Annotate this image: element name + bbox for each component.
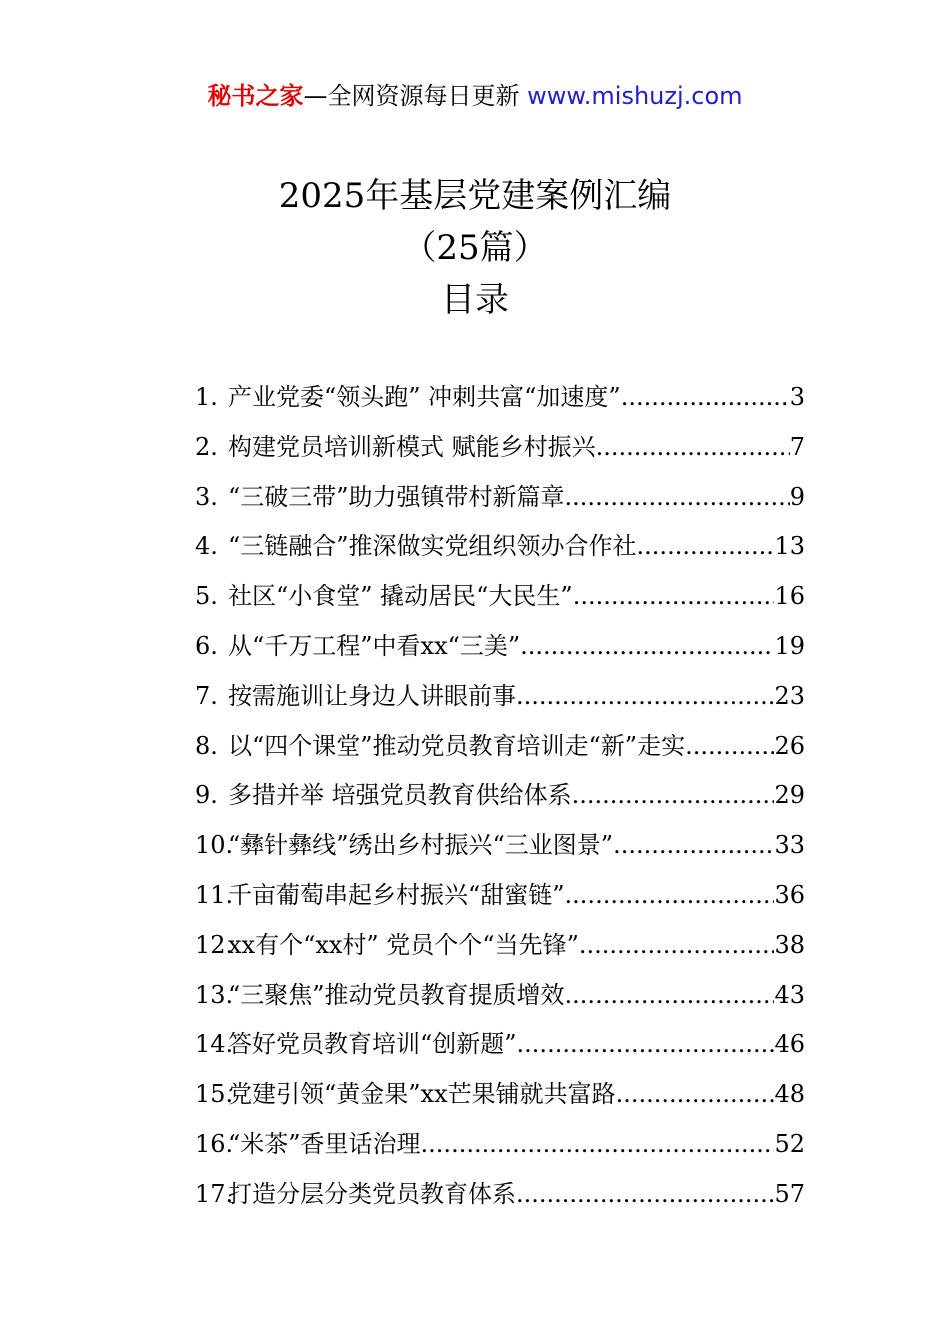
toc-entry-title: 从“千万工程”中看xx“三美” <box>228 631 521 660</box>
toc-entry[interactable] <box>195 722 805 772</box>
toc-entry-page: 7 <box>789 432 805 461</box>
toc-leader-dots <box>685 722 774 772</box>
toc-entry-page: 26 <box>774 731 805 760</box>
toc-entry-title: “米茶”香里话治理 <box>228 1129 421 1158</box>
toc-leader-dots <box>637 522 775 572</box>
toc-entry-number: 16. <box>195 1129 234 1158</box>
brand-name: 秘书之家 <box>207 82 304 110</box>
site-url-link[interactable]: www.mishuzj.com <box>527 82 743 110</box>
toc-leader-dots <box>579 921 775 971</box>
toc-entry[interactable] <box>195 971 805 1021</box>
toc-entry-page: 38 <box>774 930 805 959</box>
toc-entry-title: 构建党员培训新模式 赋能乡村振兴 <box>228 432 596 461</box>
toc-entry-title: 打造分层分类党员教育体系 <box>228 1179 516 1208</box>
document-subtitle: （25篇） <box>402 228 548 268</box>
toc-entry[interactable] <box>195 771 805 821</box>
toc-entry-number: 13. <box>195 980 234 1009</box>
toc-entry-number: 10. <box>195 831 234 860</box>
toc-leader-dots <box>565 473 790 523</box>
table-of-contents <box>195 373 805 1220</box>
toc-entry[interactable] <box>195 473 805 523</box>
toc-entry-number: 14. <box>195 1030 234 1059</box>
toc-entry-title: 按需施训让身边人讲眼前事 <box>228 681 516 710</box>
toc-entry-page: 43 <box>774 980 805 1009</box>
toc-entry-page: 33 <box>774 831 805 860</box>
toc-leader-dots <box>421 1120 775 1170</box>
toc-entry-number: 5. <box>195 582 218 611</box>
toc-entry-page: 48 <box>774 1080 805 1109</box>
toc-entry-number: 8. <box>195 731 218 760</box>
toc-entry-page: 36 <box>774 880 805 909</box>
toc-entry-number: 17. <box>195 1179 234 1208</box>
toc-entry-title: “三聚焦”推动党员教育提质增效 <box>228 980 565 1009</box>
toc-entry-title: 多措并举 培强党员教育供给体系 <box>228 781 572 810</box>
toc-entry-title: xx有个“xx村” 党员个个“当先锋” <box>228 930 579 959</box>
toc-entry-page: 9 <box>789 482 805 511</box>
toc-entry-title: “三破三带”助力强镇带村新篇章 <box>228 482 565 511</box>
toc-leader-dots <box>516 1170 774 1220</box>
toc-entry[interactable] <box>195 1070 805 1120</box>
toc-entry[interactable] <box>195 672 805 722</box>
toc-entry-page: 16 <box>774 582 805 611</box>
toc-entry-page: 23 <box>774 681 805 710</box>
toc-leader-dots <box>596 423 790 473</box>
header-tagline: —全网资源每日更新 <box>303 82 520 110</box>
toc-entry[interactable] <box>195 373 805 423</box>
toc-entry[interactable] <box>195 622 805 672</box>
toc-entry-page: 57 <box>774 1179 805 1208</box>
toc-leader-dots <box>520 622 774 672</box>
toc-leader-dots <box>616 1070 775 1120</box>
toc-entry-title: 党建引领“黄金果”xx芒果铺就共富路 <box>228 1080 616 1109</box>
toc-entry-number: 15. <box>195 1080 234 1109</box>
toc-leader-dots <box>573 572 775 622</box>
toc-leader-dots <box>621 373 790 423</box>
toc-entry[interactable] <box>195 821 805 871</box>
toc-entry-number: 3. <box>195 482 218 511</box>
toc-entry-title: 答好党员教育培训“创新题” <box>228 1030 517 1059</box>
toc-leader-dots <box>572 771 775 821</box>
toc-entry-number: 6. <box>195 631 218 660</box>
toc-leader-dots <box>565 971 775 1021</box>
toc-entry-page: 52 <box>774 1129 805 1158</box>
toc-entry-page: 19 <box>774 631 805 660</box>
toc-entry-title: “彝针彝线”绣出乡村振兴“三业图景” <box>228 831 614 860</box>
toc-entry-number: 4. <box>195 532 218 561</box>
toc-entry[interactable] <box>195 1120 805 1170</box>
toc-entry[interactable] <box>195 423 805 473</box>
toc-leader-dots <box>517 1020 775 1070</box>
toc-entry-number: 2. <box>195 432 218 461</box>
toc-entry-title: “三链融合”推深做实党组织领办合作社 <box>228 532 637 561</box>
toc-entry-page: 46 <box>774 1030 805 1059</box>
toc-entry-number: 9. <box>195 781 218 810</box>
title-block <box>0 170 950 326</box>
toc-entry-page: 29 <box>774 781 805 810</box>
toc-leader-dots <box>565 871 775 921</box>
toc-entry-page: 13 <box>774 532 805 561</box>
toc-entry[interactable] <box>195 921 805 971</box>
toc-entry[interactable] <box>195 1170 805 1220</box>
toc-entry[interactable] <box>195 572 805 622</box>
toc-entry-number: 12. <box>195 930 234 959</box>
toc-leader-dots <box>613 821 774 871</box>
toc-entry-number: 1. <box>195 383 218 411</box>
toc-entry[interactable] <box>195 1020 805 1070</box>
toc-entry-title: 产业党委“领头跑” 冲刺共富“加速度” <box>228 383 621 411</box>
toc-entry-number: 11. <box>195 880 234 909</box>
toc-entry-title: 社区“小食堂” 撬动居民“大民生” <box>228 582 573 611</box>
toc-entry-page: 3 <box>789 383 805 411</box>
site-header <box>0 80 950 112</box>
toc-entry[interactable] <box>195 871 805 921</box>
toc-entry-number: 7. <box>195 681 218 710</box>
toc-leader-dots <box>516 672 774 722</box>
toc-heading: 目录 <box>441 280 509 320</box>
toc-entry[interactable] <box>195 522 805 572</box>
toc-entry-title: 千亩葡萄串起乡村振兴“甜蜜链” <box>228 880 565 909</box>
document-title: 2025年基层党建案例汇编 <box>278 176 672 216</box>
toc-entry-title: 以“四个课堂”推动党员教育培训走“新”走实 <box>228 731 686 760</box>
